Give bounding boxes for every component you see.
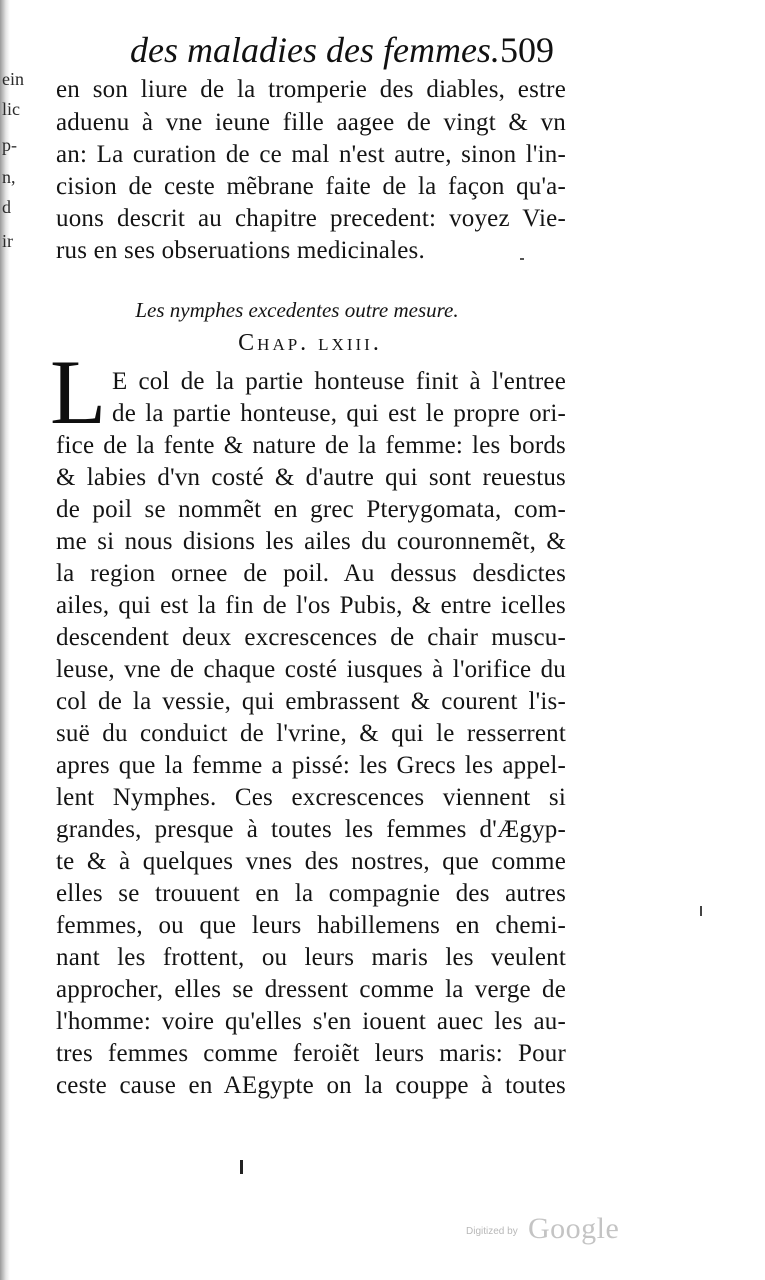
running-head: [60, 26, 580, 72]
text-line: l'homme: voire qu'elles s'en iouent auec les au-: [56, 1008, 566, 1035]
text-line: te & à quelques vnes des nostres, que comme: [56, 848, 566, 875]
text-line: de poil se nommẽt en grec Pterygomata, com-: [56, 496, 566, 523]
text-line: en son liure de la tromperie des diables, estre: [56, 76, 566, 103]
page-number: 509: [500, 30, 554, 70]
text-line: ceste cause en AEgypte on la couppe à toutes: [56, 1072, 566, 1099]
running-head-title: des maladies des femmes.: [130, 30, 500, 70]
text-line: an: La curation de ce mal n'est autre, sinon l'in-: [56, 141, 566, 168]
text-line: descendent deux excrescences de chair muscu-: [56, 624, 566, 651]
ink-speck: [700, 906, 702, 916]
text-line: grandes, presque à toutes les femmes d'Ægyp-: [56, 816, 566, 843]
text-line: cision de ceste mẽbrane faite de la façon qu'a-: [56, 173, 566, 200]
text-line: suë du conduict de l'vrine, & qui le resserrent: [56, 720, 566, 747]
text-line: elles se trouuent en la compagnie des autres: [56, 880, 566, 907]
text-line: nant les frottent, ou leurs maris les veulent: [56, 944, 566, 971]
text-line: E col de la partie honteuse finit à l'entree: [112, 368, 566, 395]
text-line: de la partie honteuse, qui est le propre ori-: [112, 400, 566, 427]
text-line: col de la vessie, qui embrassent & courent l'is-: [56, 688, 566, 715]
text-line: tres femmes comme feroiẽt leurs maris: Pour: [56, 1040, 566, 1067]
margin-fragment: ir: [2, 231, 13, 251]
margin-fragment: p-: [2, 135, 17, 155]
text-line: la region ornee de poil. Au dessus desdictes: [56, 560, 566, 587]
text-line: approcher, elles se dressent comme la verge de: [56, 976, 566, 1003]
text-line: fice de la fente & nature de la femme: les bords: [56, 432, 566, 459]
digitized-by-text: Digitized by: [466, 1226, 518, 1237]
chapter-heading: Chap. lxiii.: [238, 330, 382, 356]
drop-cap: L: [50, 341, 107, 443]
section-heading: Les nymphes excedentes outre mesure.: [135, 298, 459, 322]
text-line: lent Nymphes. Ces excrescences viennent si: [56, 784, 566, 811]
text-line: ailes, qui est la fin de l'os Pubis, & entre icelles: [56, 592, 566, 619]
text-line: apres que la femme a pissé: les Grecs les appel-: [56, 752, 566, 779]
text-line: me si nous disions les ailes du couronnemẽt, &: [56, 528, 566, 555]
margin-fragment: d: [2, 197, 11, 217]
margin-fragment: lic: [2, 99, 20, 119]
digitization-watermark: [466, 1212, 626, 1250]
margin-fragment: ein: [2, 69, 24, 89]
text-line: & labies d'vn costé & d'autre qui sont reuestus: [56, 464, 566, 491]
margin-fragment: n,: [2, 167, 16, 187]
ink-speck: [240, 1160, 243, 1174]
google-logo-text: Google: [528, 1212, 620, 1245]
text-line: aduenu à vne ieune fille aagee de vingt & vn: [56, 109, 566, 136]
page-gutter-shadow: [0, 0, 10, 1280]
text-line: leuse, vne de chaque costé iusques à l'orifice du: [56, 656, 566, 683]
text-line: uons descrit au chapitre precedent: voyez Vie-: [56, 205, 566, 232]
text-line: femmes, ou que leurs habillemens en chemi-: [56, 912, 566, 939]
text-line: rus en ses obseruations medicinales.: [56, 237, 425, 264]
